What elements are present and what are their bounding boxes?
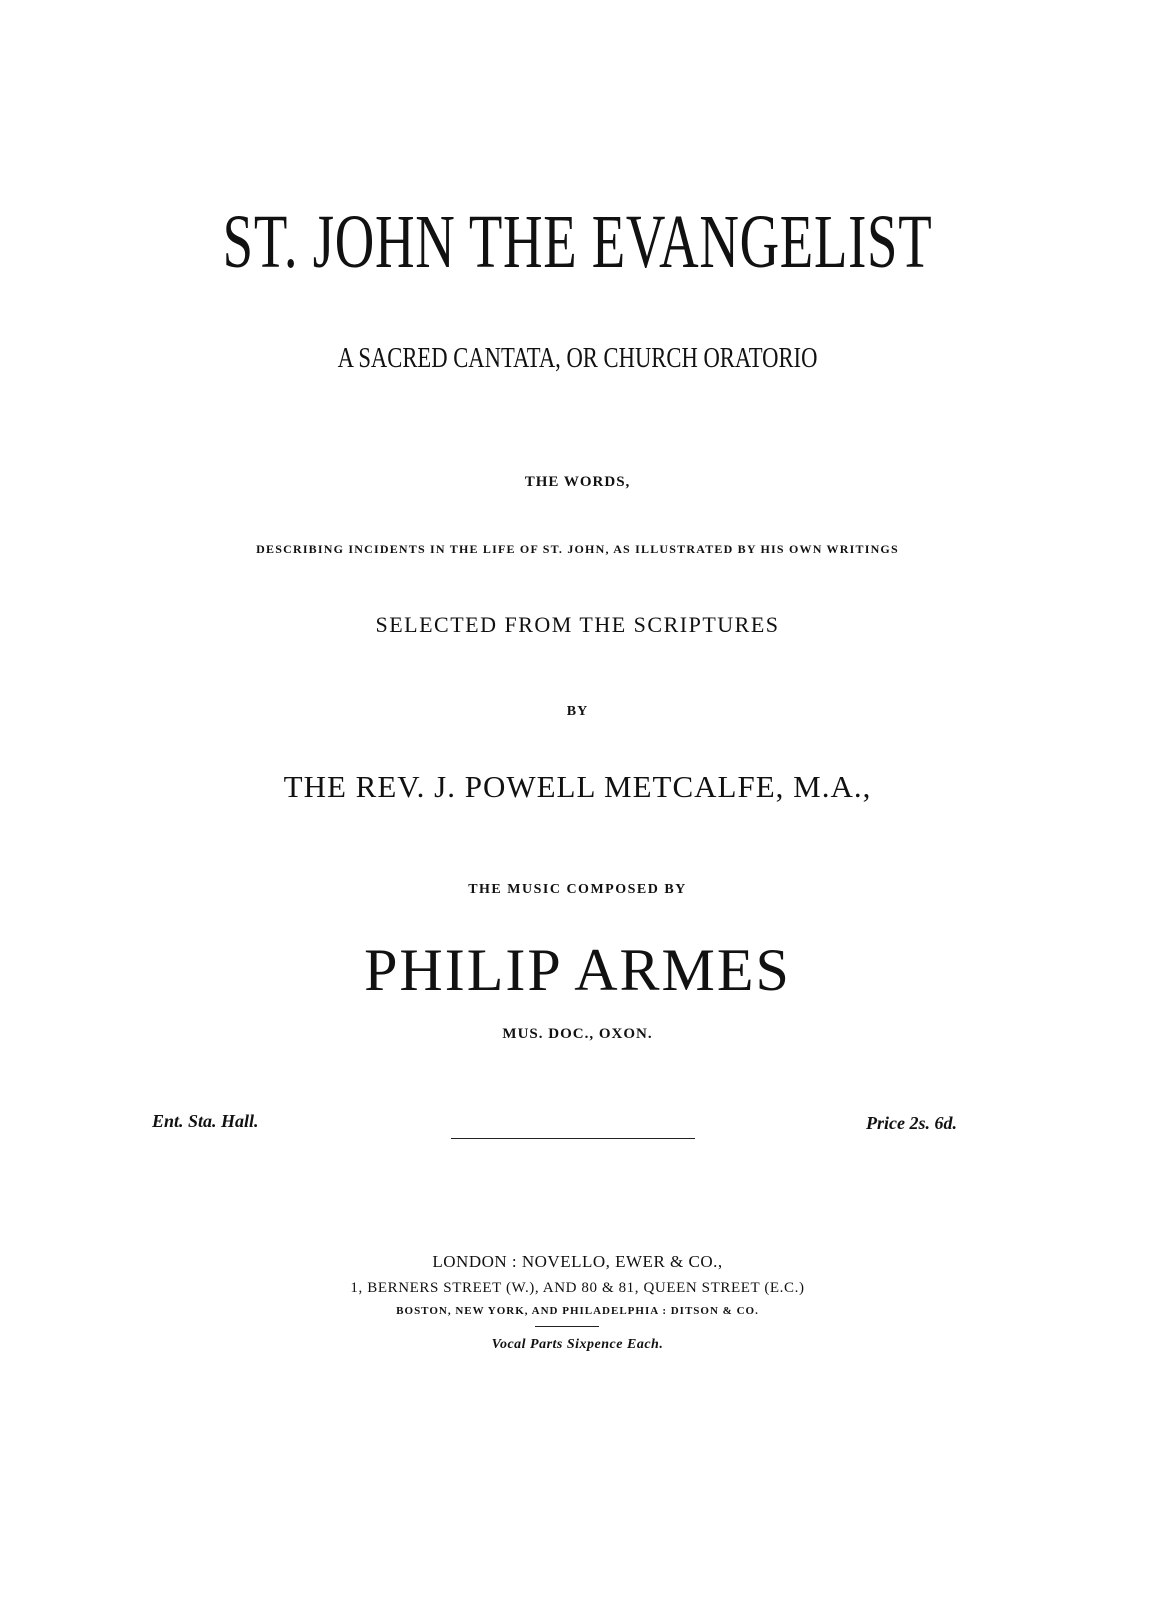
music-label: THE MUSIC COMPOSED BY <box>468 882 687 897</box>
work-subtitle: A SACRED CANTATA, OR CHURCH ORATORIO <box>337 342 818 374</box>
by-label: BY <box>566 704 589 719</box>
price-note: Price 2s. 6d. <box>866 1113 957 1133</box>
words-description: DESCRIBING INCIDENTS IN THE LIFE OF ST. JOHN, AS ILLUSTRATED BY HIS OWN WRITINGS <box>256 542 899 556</box>
words-label: THE WORDS, <box>524 474 631 490</box>
entry-note: Ent. Sta. Hall. <box>152 1111 259 1131</box>
small-divider-rule <box>535 1326 599 1327</box>
composer-name: PHILIP ARMES <box>364 937 791 1003</box>
work-title: ST. JOHN THE EVANGELIST <box>222 200 933 284</box>
publisher-address: 1, BERNERS STREET (W.), AND 80 & 81, QUEEN STREET (E.C.) <box>350 1280 805 1296</box>
publisher-line: LONDON : NOVELLO, EWER & CO., <box>432 1252 723 1271</box>
divider-rule <box>451 1138 695 1139</box>
words-source: SELECTED FROM THE SCRIPTURES <box>375 612 780 637</box>
author-name: THE REV. J. POWELL METCALFE, M.A., <box>283 769 872 804</box>
vocal-parts-note: Vocal Parts Sixpence Each. <box>491 1337 664 1352</box>
publisher-branches: BOSTON, NEW YORK, AND PHILADELPHIA : DITSON & CO. <box>396 1305 759 1317</box>
composer-degree: MUS. DOC., OXON. <box>502 1026 653 1042</box>
